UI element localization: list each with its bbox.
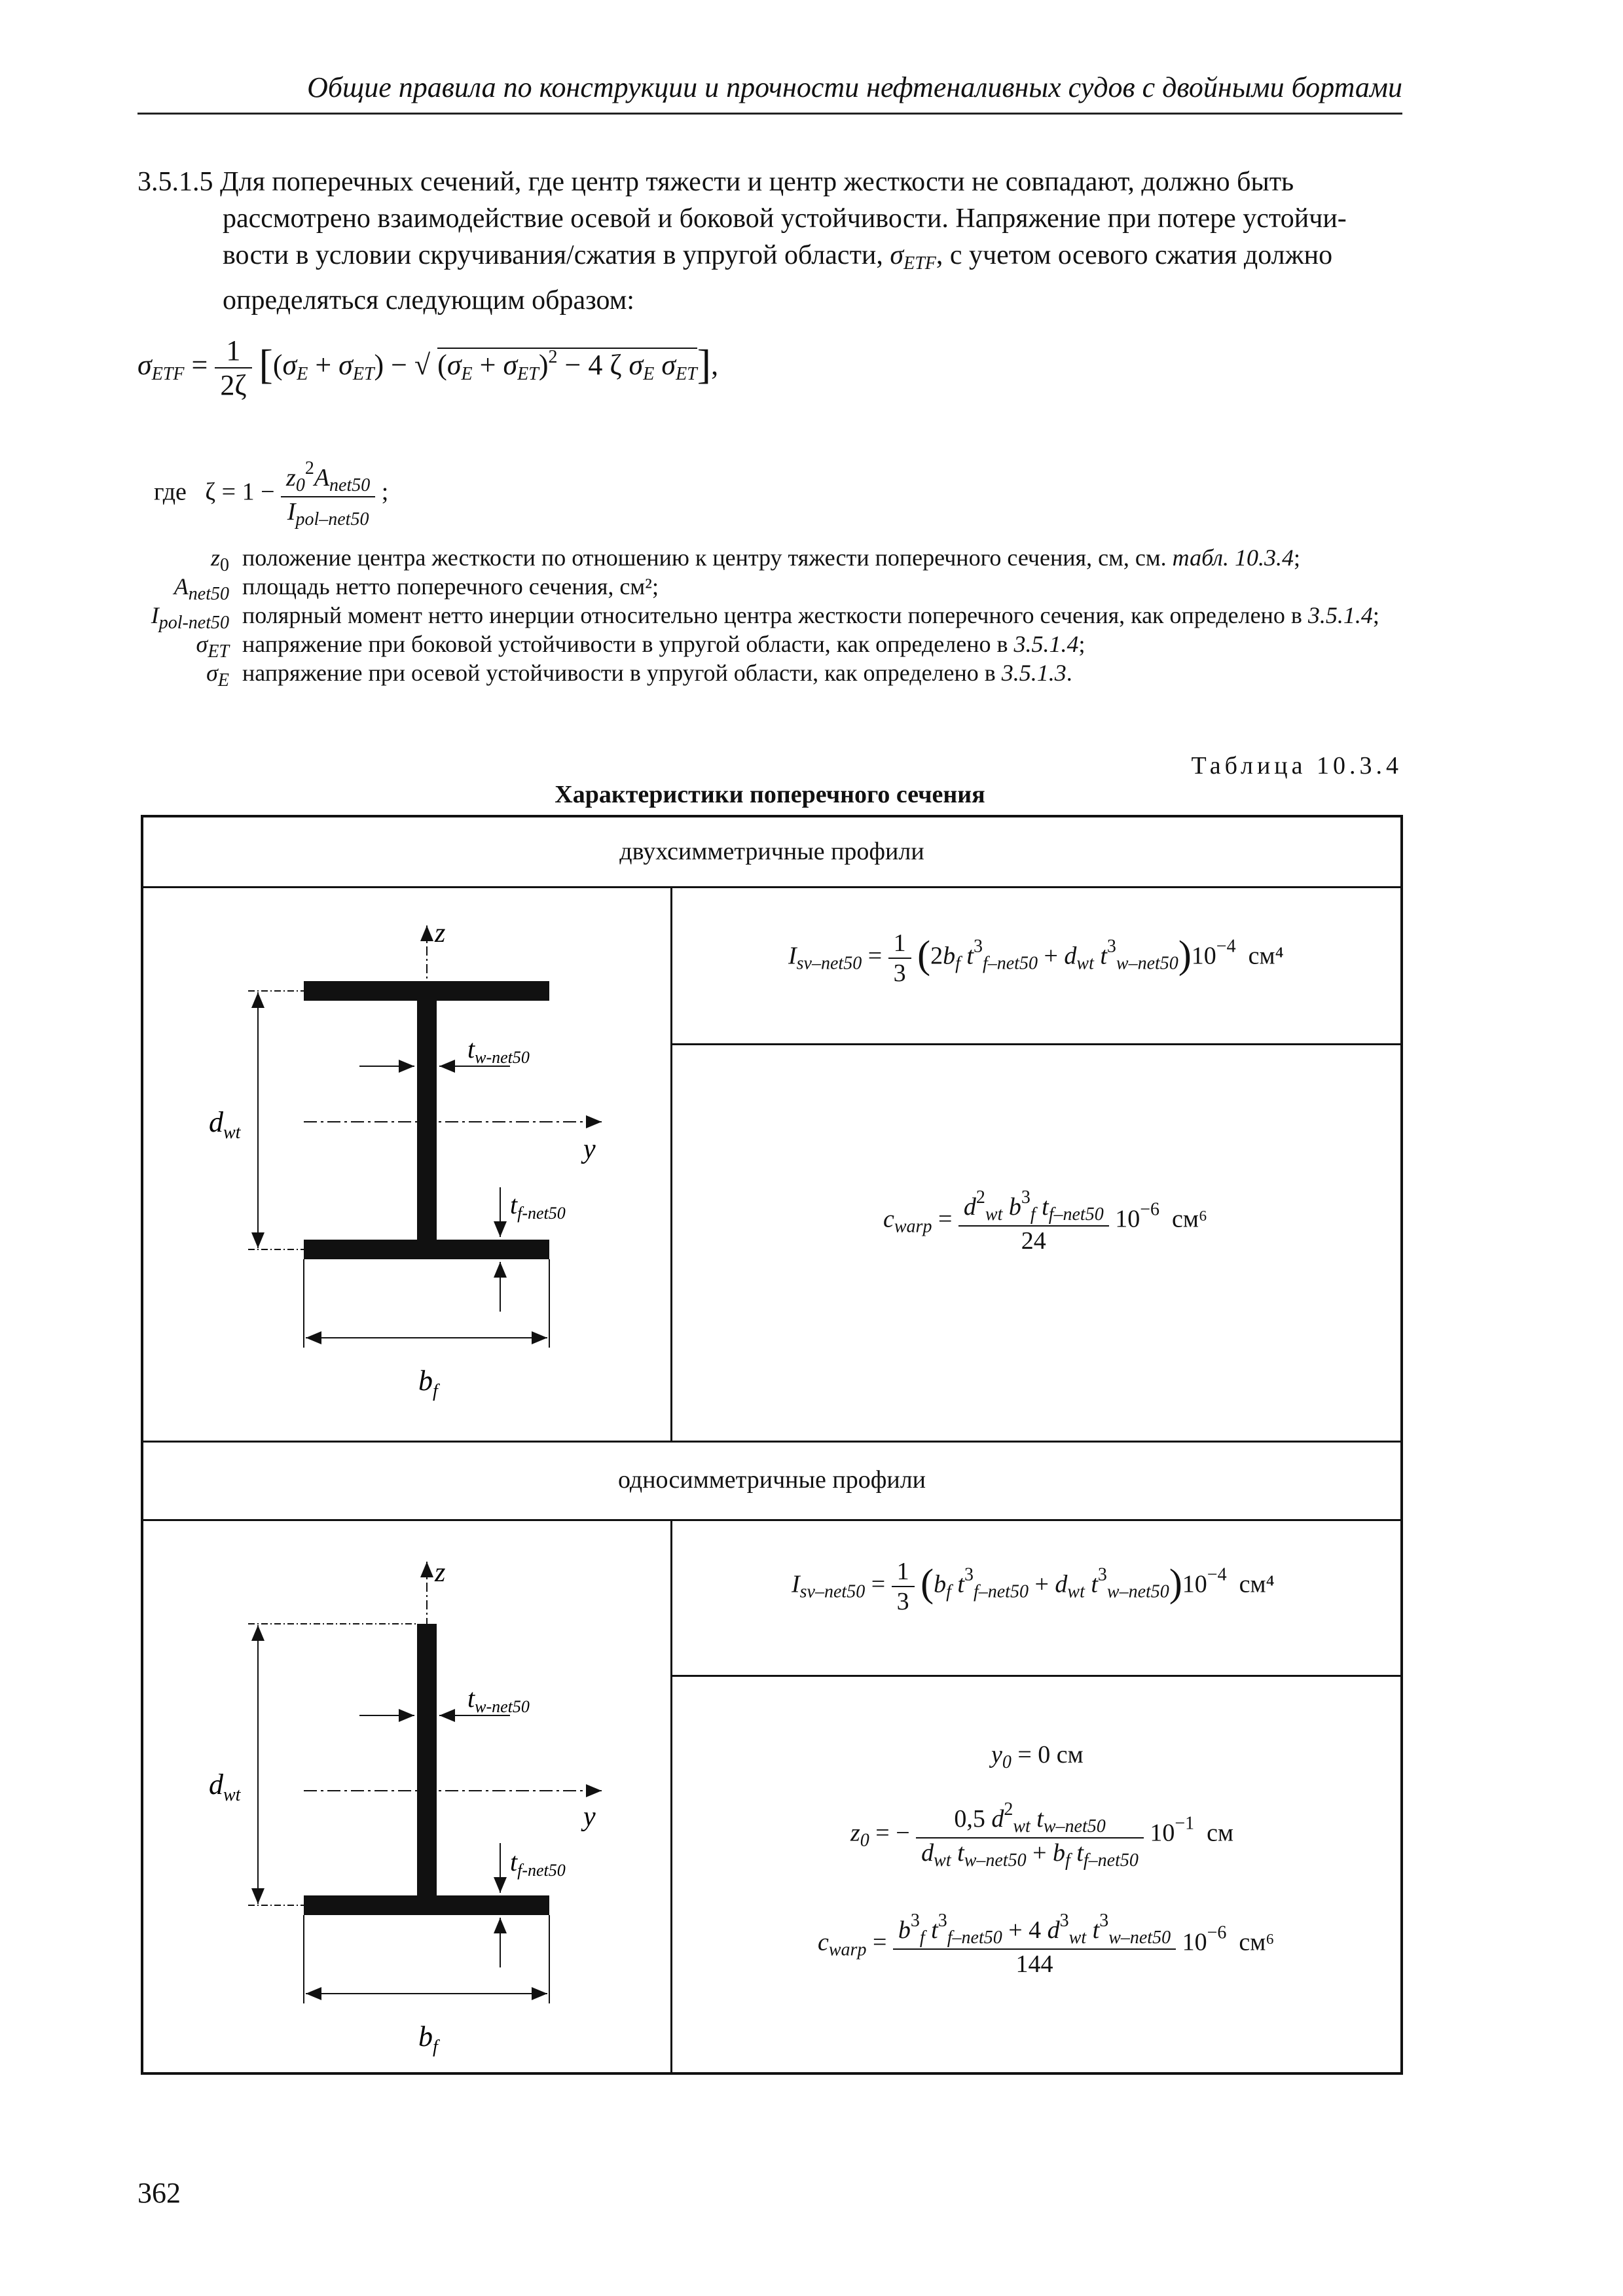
page-number: 362	[137, 2177, 181, 2209]
dwt-label: $d_{wt}$	[209, 1106, 241, 1143]
where-label: где	[154, 478, 187, 506]
z-axis-label: z	[435, 1558, 446, 1588]
definition-z0: $z_0$ положение центра жесткости по отношению к центру тяжести поперечного сечения, см, см. табл. 10.3.4;	[210, 545, 1300, 575]
formula-y0: $y_0 = 0$ см	[991, 1741, 1084, 1772]
web	[417, 1001, 437, 1240]
z-axis-label: z	[435, 918, 446, 948]
section-label-single-symmetric: односимметричные профили	[617, 1466, 926, 1494]
para-line-3: вости в условии скручивания/сжатия в упругой области, $\sigma_{ETF}$, с учетом осевого сжатия должно	[223, 240, 1333, 274]
section-label-double-symmetric: двухсимметричные профили	[619, 838, 924, 865]
formula-isv-double: $I_{sv-net50}$ = $\frac{1}{3}$ ($2b_f$ $t^3_{f-net50} + d_{wt}$ $t^3_{w-net50})10^{-4}$ см⁴	[788, 929, 1284, 987]
i-beam-double-symmetric-diagram	[143, 886, 670, 1441]
dwt-label: $d_{wt}$	[209, 1768, 241, 1805]
paragraph-3-5-1-5	[137, 164, 1402, 319]
definitions-list	[131, 543, 1402, 691]
para-line-1: Для поперечных сечений, где центр тяжести и центр жесткости не совпадают, должно быть	[220, 167, 1294, 197]
tf-label: $t_{f-net50}$	[510, 1847, 566, 1880]
web	[417, 1624, 437, 1895]
bottom-flange	[304, 1895, 549, 1915]
formula-cwarp-single: $c_{warp}$ = $\frac{b^3_f t^3_{f-net50} + 4 d^3_{wt} t^3_{w-net50}}{144}$ $10^{-6}$ см⁶	[818, 1910, 1275, 1978]
cross-section-table	[141, 815, 1403, 2075]
table-caption: Таблица 10.3.4	[1191, 752, 1402, 780]
bottom-flange	[304, 1240, 549, 1259]
y-axis-label: y	[583, 1134, 596, 1164]
formula-zeta: где ζ = 1 − $\frac{z_0^2A_{net50}}{I_{pol-net50}}$ ;	[154, 458, 389, 529]
table-rule	[670, 1043, 1400, 1045]
table-rule	[670, 1675, 1400, 1677]
running-header: Общие правила по конструкции и прочности нефтеналивных судов с двойными бортами	[307, 71, 1402, 103]
t-beam-single-symmetric-diagram	[143, 1519, 670, 2075]
table-rule	[143, 1441, 1400, 1443]
definition-sigma-et: $\sigma_{ET}$ напряжение при боковой устойчивости в упругой области, как определено в 3.5.1.4;	[196, 631, 1085, 662]
formula-sigma-etf: $\sigma_{ETF}$ = $\frac{1}{2\zeta}$ [$(\sigma_E + \sigma_{ET})$ − √ $(\sigma_E + \sigma_{ET})^2 - 4$ ζ $\sigma_E$ $\sigma_{ET}$],	[137, 334, 719, 401]
section-number: 3.5.1.5	[137, 167, 213, 197]
tw-label: $t_{w-net50}$	[467, 1034, 530, 1067]
para-line-2: рассмотрено взаимодействие осевой и боковой устойчивости. Напряжение при потере устойчи-	[223, 204, 1347, 234]
top-flange	[304, 981, 549, 1001]
formula-isv-single: $I_{sv-net50}$ = $\frac{1}{3}$ ($b_f$ $t^3_{f-net50} + d_{wt}$ $t^3_{w-net50})10^{-4}$ см⁴	[792, 1558, 1275, 1615]
table-rule	[670, 1519, 672, 2075]
table-title: Характеристики поперечного сечения	[555, 781, 985, 808]
bf-label: $b_f$	[418, 2020, 438, 2057]
tf-label: $t_{f-net50}$	[510, 1190, 566, 1223]
definition-anet50: $A_{net50}$ площадь нетто поперечного сечения, см²;	[173, 573, 659, 604]
para-line-4: определяться следующим образом:	[223, 285, 634, 315]
definition-ipol: $I_{pol-net50}$ полярный момент нетто инерции относительно центра жесткости поперечного сечения, как определено в 3.5.1.4;	[151, 602, 1379, 633]
bf-label: $b_f$	[418, 1365, 438, 1401]
header-rule	[137, 113, 1402, 115]
y-axis-label: y	[583, 1802, 596, 1832]
formula-z0: $z_0$ = − $\frac{0,5 d^2_{wt} t_{w-net50}}{d_{wt} t_{w-net50} + b_f t_{f-net50}}$ $10^{-1}$ см	[850, 1799, 1234, 1871]
definition-sigma-e: $\sigma_E$ напряжение при осевой устойчивости в упругой области, как определено в 3.5.1.3.	[206, 660, 1072, 691]
formula-cwarp-double: $c_{warp}$ = $\frac{d^2_{wt} b^3_f t_{f-net50}}{24}$ $10^{-6}$ см⁶	[883, 1187, 1208, 1255]
tw-label: $t_{w-net50}$	[467, 1683, 530, 1716]
table-rule	[670, 886, 672, 1441]
